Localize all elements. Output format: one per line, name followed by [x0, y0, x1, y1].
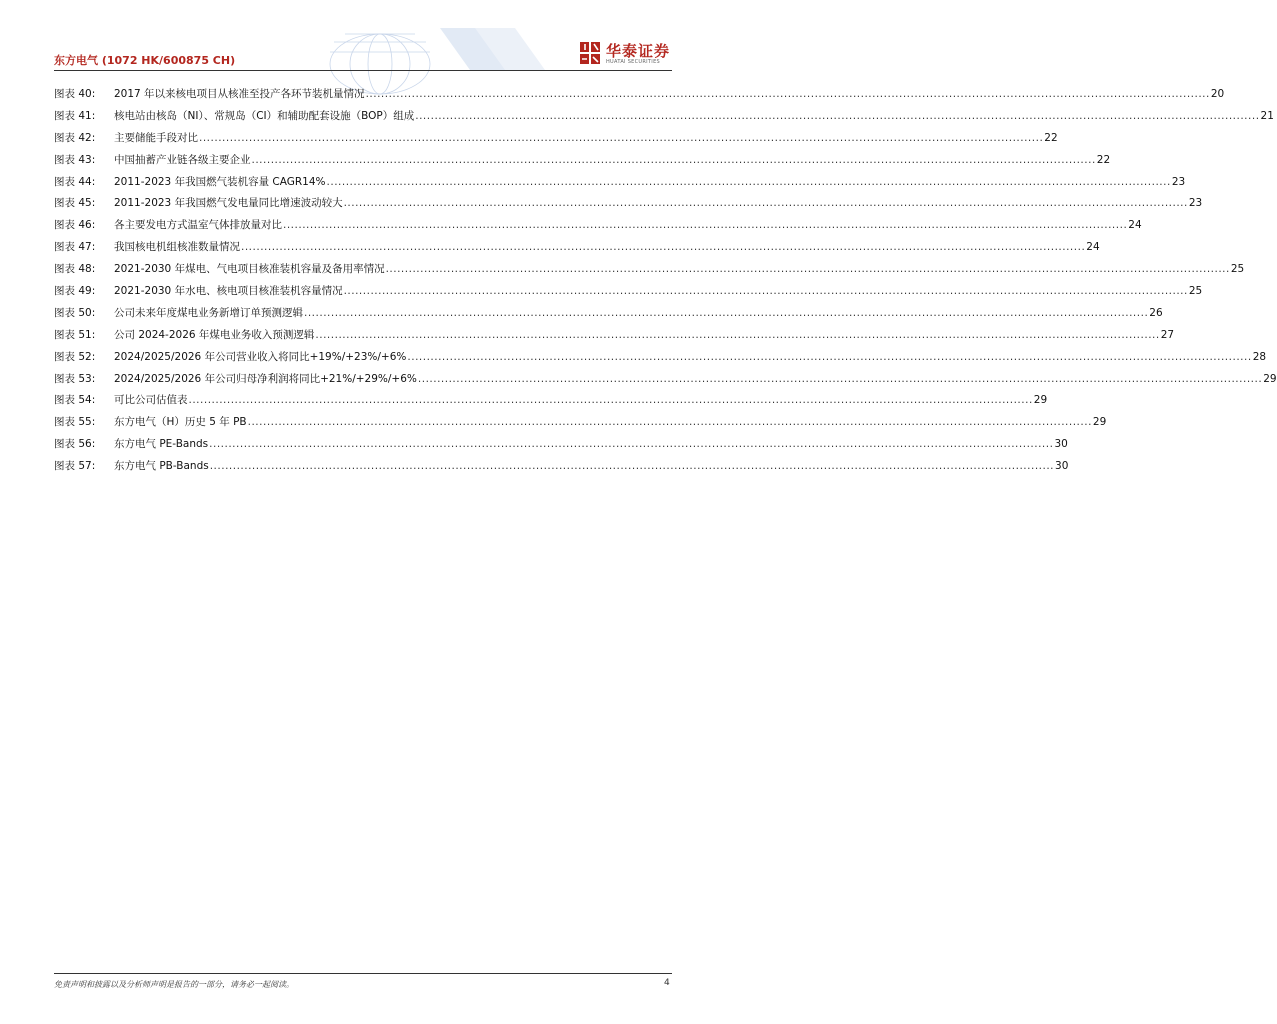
toc-figure-number: 图表 55:: [54, 416, 96, 429]
toc-entry[interactable]: [54, 261, 1245, 283]
toc-figure-title: 核电站由核岛（NI）、常规岛（CI）和辅助配套设施（BOP）组成: [114, 109, 415, 122]
toc-figure-title: 东方电气 PE-Bands: [114, 438, 209, 451]
toc-dot-leader: ............................................................................................................................................................................................................................: [247, 416, 1092, 429]
toc-figure-number: 图表 46:: [54, 219, 96, 232]
toc-page-number: 29: [1263, 372, 1277, 385]
toc-figure-number: 图表 56:: [54, 438, 96, 451]
toc-entry[interactable]: [54, 349, 1267, 371]
toc-figure-number: 图表 52:: [54, 350, 96, 363]
toc-entry[interactable]: [54, 174, 1186, 196]
toc-page-number: 27: [1160, 328, 1175, 341]
toc-entry[interactable]: [54, 86, 1225, 108]
toc-page-number: 20: [1210, 88, 1225, 100]
toc-figure-number: 图表 45:: [54, 197, 96, 210]
toc-figure-title: 2021-2030 年煤电、气电项目核准装机容量及备用率情况: [114, 263, 385, 276]
toc-figure-title: 2024/2025/2026 年公司营业收入将同比+19%/+23%/+6%: [114, 350, 407, 363]
toc-page-number: 21: [1260, 109, 1274, 122]
toc-figure-number: 图表 53:: [54, 372, 96, 385]
page-header: [0, 0, 724, 76]
toc-dot-leader: ............................................................................................................................................................................................................................: [283, 219, 1128, 232]
toc-figure-title: 公司未来年度煤电业务新增订单预测逻辑: [114, 306, 303, 319]
toc-figure-title: 2011-2023 年我国燃气发电量同比增速波动较大: [114, 197, 343, 210]
toc-entry[interactable]: [54, 152, 1111, 174]
toc-figure-number: 图表 43:: [54, 153, 96, 166]
toc-figure-title: 2011-2023 年我国燃气装机容量 CAGR14%: [114, 175, 326, 188]
logo-subtext: HUATAI SECURITIES: [606, 59, 660, 65]
toc-figure-number: 图表 54:: [54, 394, 96, 407]
toc-figure-title: 2021-2030 年水电、核电项目核准装机容量情况: [114, 285, 343, 298]
toc-dot-leader: ............................................................................................................................................................................................................................: [417, 372, 1263, 385]
toc-entry[interactable]: [54, 108, 1274, 130]
toc-page-number: 24: [1128, 219, 1142, 232]
toc-dot-leader: ............................................................................................................................................................................................................................: [251, 153, 1096, 166]
toc-figure-number: 图表 41:: [54, 109, 96, 122]
figure-index-list: [54, 86, 1277, 480]
toc-dot-leader: ............................................................................................................................................................................................................................: [343, 197, 1188, 210]
toc-entry[interactable]: [54, 217, 1142, 239]
toc-figure-number: 图表 49:: [54, 285, 96, 298]
toc-entry[interactable]: [54, 458, 1069, 480]
toc-dot-leader: ............................................................................................................................................................................................................................: [407, 350, 1252, 363]
toc-dot-leader: ............................................................................................................................................................................................................................: [209, 438, 1054, 451]
toc-figure-title: 各主要发电方式温室气体排放量对比: [114, 219, 282, 232]
toc-entry[interactable]: [54, 436, 1068, 458]
toc-entry[interactable]: [54, 327, 1175, 349]
toc-figure-number: 图表 47:: [54, 241, 96, 254]
report-title: 东方电气 (1072 HK/600875 CH): [54, 54, 236, 67]
globe-watermark-icon: [300, 22, 560, 72]
toc-figure-title: 主要储能手段对比: [114, 131, 198, 144]
toc-figure-title: 2017 年以来核电项目从核准至投产各环节装机量情况: [114, 88, 365, 100]
toc-dot-leader: ............................................................................................................................................................................................................................: [209, 460, 1055, 473]
toc-page-number: 28: [1252, 350, 1267, 363]
toc-figure-title: 2024/2025/2026 年公司归母净利润将同比+21%/+29%/+6%: [114, 372, 417, 385]
toc-page-number: 29: [1092, 416, 1107, 429]
page-number: 4: [664, 978, 670, 988]
toc-dot-leader: ............................................................................................................................................................................................................................: [343, 285, 1188, 298]
toc-figure-number: 图表 50:: [54, 306, 96, 319]
toc-figure-title: 中国抽蓄产业链各级主要企业: [114, 153, 251, 166]
toc-page-number: 30: [1055, 460, 1069, 473]
toc-entry[interactable]: [54, 305, 1163, 327]
toc-entry[interactable]: [54, 371, 1277, 393]
footer-divider: [54, 973, 672, 974]
toc-figure-number: 图表 57:: [54, 460, 96, 473]
toc-figure-title: 东方电气 PB-Bands: [114, 460, 209, 473]
toc-dot-leader: ............................................................................................................................................................................................................................: [199, 131, 1044, 144]
toc-entry[interactable]: [54, 239, 1100, 261]
toc-dot-leader: ............................................................................................................................................................................................................................: [315, 328, 1160, 341]
toc-figure-title: 我国核电机组核准数量情况: [114, 241, 240, 254]
toc-dot-leader: ............................................................................................................................................................................................................................: [385, 263, 1230, 276]
toc-figure-title: 公司 2024-2026 年煤电业务收入预测逻辑: [114, 328, 315, 341]
toc-entry[interactable]: [54, 130, 1058, 152]
toc-page-number: 29: [1033, 394, 1048, 407]
toc-dot-leader: ............................................................................................................................................................................................................................: [304, 306, 1149, 319]
toc-dot-leader: ............................................................................................................................................................................................................................: [365, 88, 1210, 100]
toc-entry[interactable]: [54, 283, 1203, 305]
toc-figure-number: 图表 51:: [54, 328, 96, 341]
toc-page-number: 25: [1230, 263, 1245, 276]
toc-dot-leader: ............................................................................................................................................................................................................................: [188, 394, 1033, 407]
toc-figure-number: 图表 40:: [54, 88, 96, 100]
toc-dot-leader: ............................................................................................................................................................................................................................: [241, 241, 1086, 254]
huatai-logo-icon: [578, 40, 602, 66]
toc-page-number: 23: [1171, 175, 1186, 188]
toc-figure-number: 图表 42:: [54, 131, 96, 144]
toc-figure-title: 可比公司估值表: [114, 394, 188, 407]
footer-disclaimer: 免责声明和披露以及分析师声明是报告的一部分，请务必一起阅读。: [54, 980, 294, 989]
toc-dot-leader: ............................................................................................................................................................................................................................: [326, 175, 1171, 188]
toc-dot-leader: ............................................................................................................................................................................................................................: [415, 109, 1260, 122]
header-divider: [54, 70, 672, 71]
toc-page-number: 26: [1149, 306, 1163, 319]
logo-text: 华泰证券: [606, 42, 671, 60]
toc-figure-number: 图表 44:: [54, 175, 96, 188]
toc-entry[interactable]: [54, 195, 1203, 217]
toc-page-number: 30: [1054, 438, 1068, 451]
toc-page-number: 24: [1086, 241, 1100, 254]
toc-entry[interactable]: [54, 414, 1107, 436]
toc-figure-title: 东方电气（H）历史 5 年 PB: [114, 416, 247, 429]
toc-entry[interactable]: [54, 392, 1048, 414]
toc-page-number: 25: [1188, 285, 1203, 298]
toc-page-number: 22: [1096, 153, 1111, 166]
huatai-logo: [578, 40, 678, 70]
toc-page-number: 22: [1044, 131, 1058, 144]
toc-figure-number: 图表 48:: [54, 263, 96, 276]
toc-page-number: 23: [1188, 197, 1203, 210]
